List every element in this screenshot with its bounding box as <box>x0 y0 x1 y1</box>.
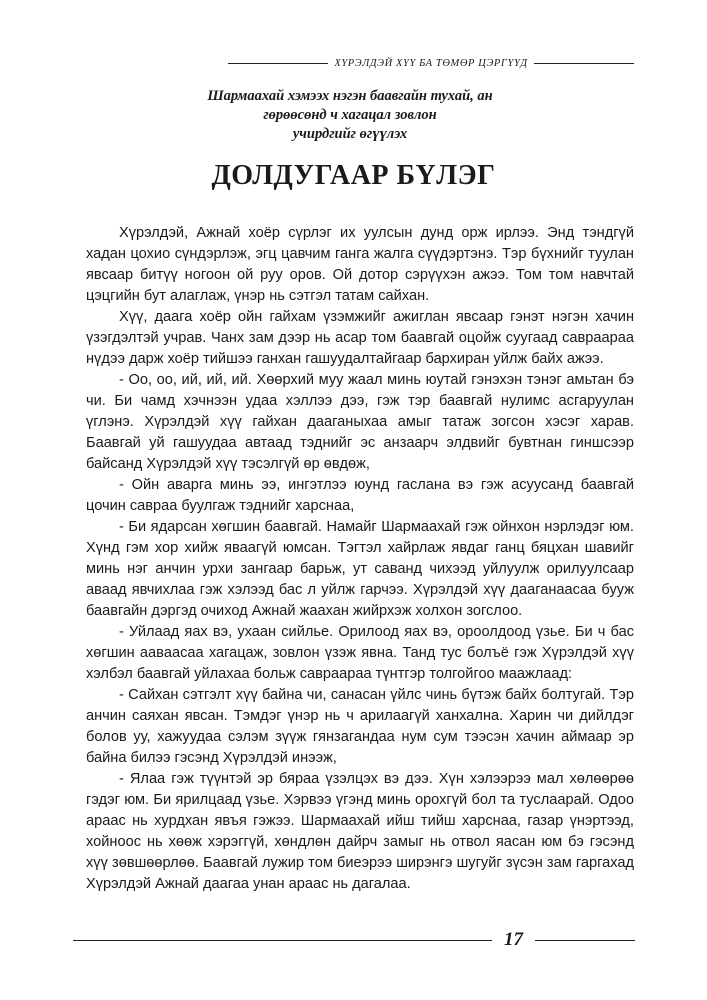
paragraph: - Ойн аварга минь ээ, ингэтлээ юунд гаслана вэ гэж асуусанд баавгай цочин савраа буулгаж тэднийг харснаа, <box>86 477 634 514</box>
paragraph: - Сайхан сэтгэлт хүү байна чи, санасан үйлс чинь бүтэж байх болтугай. Тэр анчин саяхан явсан. Тэмдэг үнэр нь ч арилаагүй ханхална. Харин чи дийлдэг болов уу, хажуудаа сэлэм зүүж гянзагандаа нум сум тээсэн хачин аймаар эр байна билээ гэсэнд Хүрэлдэй инээж, <box>86 687 634 766</box>
chapter-title: ДОЛДУГААР БҮЛЭГ <box>211 160 496 191</box>
running-head-rule-left <box>228 63 328 64</box>
footer-rule-right <box>535 940 635 941</box>
paragraph: Хүрэлдэй, Ажнай хоёр сүрлэг их уулсын дунд орж ирлээ. Энд тэндгүй хадан цохио сүндэрлэж, эгц цавчим ганга жалга сүүдэртэнэ. Тэр бүхнийг туулан явсаар битүү ногоон ой руу оров. Ой дотор сэрүүхэн ажээ. Том том навчтай цэцгийн бут алаглаж, үнэр нь сэтгэл татам сайхан. <box>86 225 634 304</box>
running-head-rule-right <box>534 63 634 64</box>
paragraph: - Би ядарсан хөгшин баавгай. Намайг Шармаахай гэж ойнхон нэрлэдэг юм. Хүнд гэм хор хийж яваагүй юмсан. Тэгтэл хайрлаж явдаг ганц бяцхан шавийг минь нэг анчин урхи зангаар барьж, ут саванд чихээд уйлуулж орилуулсаар аваад явчихлаа гэж хэлээд бас л уйлж гарчээ. Хүрэлдэй хүү дааганаасаа бууж баавгайн дэргэд очиход Ажнай жаахан жийрхэж холхон зогслоо. <box>86 519 634 619</box>
paragraph: - Оо, оо, ий, ий, ий. Хөөрхий муу жаал минь юутай гэнэхэн тэнэг амьтан бэ чи. Би чамд хэчнээн удаа хэллээ дээ, гэж тэр баавгай нулимс асгаруулан үглэнэ. Хүрэлдэй хүү гайхан дааганыхаа амыг татаж зогсон хэсэг харав. Баавгай уй гашуудаа автаад тэднийг эс анзаарч элдвийг бувтнан гиншсээр байсанд Хүрэлдэй хүү тэсэлгүй өр өвдөж, <box>86 372 634 472</box>
paragraph: - Уйлаад яах вэ, ухаан сийлье. Орилоод яах вэ, ороолдоод үзье. Би ч бас хөгшин аавaасаа хагацаж, зовлон үзэж явна. Танд тус болъё гэж Хүрэлдэй хүү хэлбэл баавгай уйлахаа больж савраараа түнтгэр толгойгоо маажлаад: <box>86 624 634 682</box>
footer-rule-left <box>73 940 492 941</box>
epigraph-line: учирдгийг өгүүлэх <box>292 126 408 142</box>
running-head-title: ХҮРЭЛДЭЙ ХҮҮ БА ТӨМӨР ЦЭРГҮҮД <box>334 57 528 69</box>
body-text <box>86 223 634 895</box>
page-footer <box>73 928 635 952</box>
page-number: 17 <box>504 929 523 950</box>
chapter-epigraph <box>150 87 550 144</box>
paragraph: Хүү, даага хоёр ойн гайхам үзэмжийг ажиглан явсаар гэнэт нэгэн хачин үзэгдэлтэй учрав. Чанх зам дээр нь асар том баавгай оцойж суугаад савраараа нүдээ дарж хоёр тийшээ ганхан гашуудалтайгаар бархиран уйлж байх ажээ. <box>86 309 634 367</box>
epigraph-line: Шармаахай хэмээх нэгэн баавгайн тухай, ан <box>207 88 493 104</box>
paragraph: - Ялаа гэж түүнтэй эр бяраа үзэлцэх вэ дээ. Хүн хэлээрээ мал хөлөөрөө гэдэг юм. Би ярилцаад үзье. Хэрвээ үгэнд минь орохгүй бол та туслаарай. Одоо араас нь хурдхан явъя гэжээ. Шармаахай ийш тийш харснаа, газар үнэртээд, хойноос нь хөөж хэрэггүй, хөндлөн дайрч замыг нь отвол яасан юм бэ гэсэнд хүү зөвшөөрлөө. Баавгай лужир том биеэрээ ширэнгэ шугуйг зүсэн зам гаргахад Хүрэлдэй Ажнай даагаа унан араас нь дагалаа. <box>86 771 634 892</box>
running-head <box>228 55 634 71</box>
epigraph-line: гөрөөсөнд ч хагацал зовлон <box>263 107 437 123</box>
